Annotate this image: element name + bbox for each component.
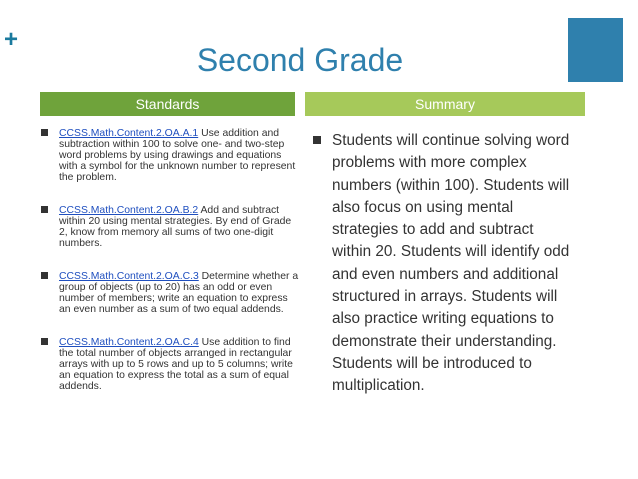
summary-text: Students will continue solving word problems with more complex numbers (within 100). Students will also focus on using mental strategies to add and subtract within 20. Students will identify odd and even numbers and additional structured in arrays. Students will also practice writing equations to demonstrate their understanding. Students will be introduced to multiplication. xyxy=(332,132,570,395)
standard-item xyxy=(40,337,302,392)
standard-link[interactable]: CCSS.Math.Content.2.OA.A.1 xyxy=(59,128,199,139)
standard-item xyxy=(40,128,302,183)
standard-description: Add and subtract within 20 using mental strategies. By end of Grade 2, know from memory all sums of two one-digit numbers. xyxy=(59,205,292,249)
standards-list xyxy=(40,128,302,414)
square-bullet-icon xyxy=(313,136,321,144)
standard-item xyxy=(40,271,302,315)
summary-header: Summary xyxy=(305,92,585,116)
standards-header: Standards xyxy=(40,92,295,116)
summary-block xyxy=(312,130,574,398)
square-bullet-icon xyxy=(41,206,48,213)
standard-item xyxy=(40,205,302,249)
standard-link[interactable]: CCSS.Math.Content.2.OA.C.3 xyxy=(59,271,199,282)
square-bullet-icon xyxy=(41,272,48,279)
plus-icon: + xyxy=(4,26,19,53)
square-bullet-icon xyxy=(41,338,48,345)
standard-link[interactable]: CCSS.Math.Content.2.OA.B.2 xyxy=(59,205,199,216)
square-bullet-icon xyxy=(41,129,48,136)
standard-description: Determine whether a group of objects (up to 20) has an odd or even number of members; write an equation to express an even number as a sum of two equal addends. xyxy=(59,271,299,315)
slide-title: Second Grade xyxy=(196,42,404,78)
standard-description: Use addition and subtraction within 100 to solve one- and two-step word problems by using drawings and equations with a symbol for the unknown number to represent the problem. xyxy=(59,128,296,183)
standard-link[interactable]: CCSS.Math.Content.2.OA.C.4 xyxy=(59,337,199,348)
standard-description: Use addition to find the total number of objects arranged in rectangular arrays with up to 5 rows and up to 5 columns; write an equation to express the total as a sum of equal addends. xyxy=(59,337,293,392)
